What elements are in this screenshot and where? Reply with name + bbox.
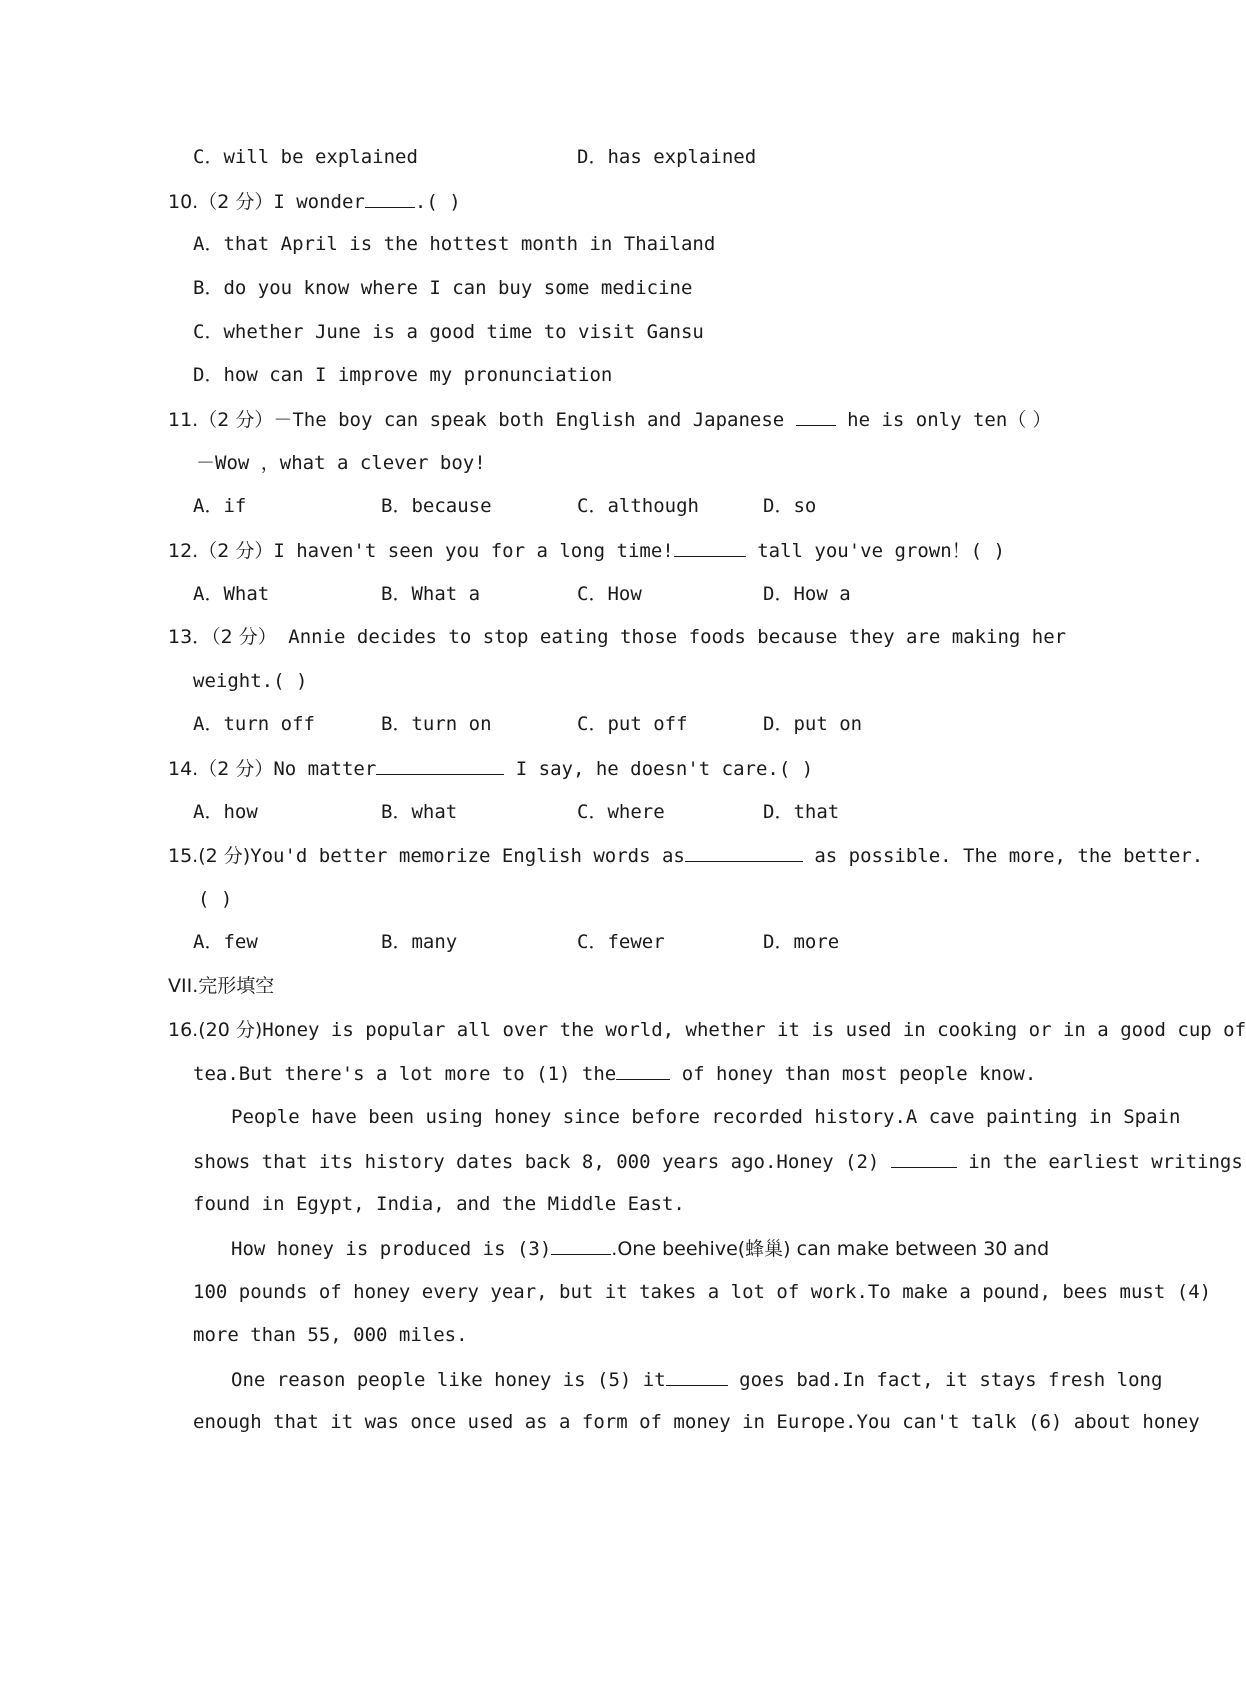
q15-stem [168, 843, 1203, 868]
q13-options-row [193, 712, 862, 736]
q9-options-row [193, 145, 756, 169]
q10-blank[interactable] [365, 189, 415, 208]
q16-number: 16.(20 分) [168, 1019, 263, 1041]
q15-option-b[interactable]: B．many [381, 931, 458, 953]
q16-line-4 [193, 1149, 1243, 1174]
q11-paren: （ ） [1007, 409, 1052, 431]
q11-stem [168, 407, 1051, 432]
q10-stem [168, 189, 461, 214]
q10-stem-text: I wonder [273, 191, 365, 213]
q12-stem [168, 538, 1005, 563]
q14-option-a[interactable]: A．how [193, 801, 258, 823]
q16-blank-5[interactable] [666, 1367, 728, 1386]
q14-option-c[interactable]: C．where [577, 801, 665, 823]
q14-option-b[interactable]: B．what [381, 801, 458, 823]
q15-options-row [193, 930, 839, 954]
q16-text-9a: One reason people like honey is (5) it [231, 1369, 666, 1391]
q12-option-d[interactable]: D．How a [763, 583, 851, 605]
q15-option-a[interactable]: A．few [193, 931, 258, 953]
q15-paren: ( ) [198, 888, 233, 910]
q9-option-d[interactable]: D．has explained [577, 146, 757, 168]
q10-option-c[interactable]: C．whether June is a good time to visit Gansu [193, 321, 704, 343]
q15-blank[interactable] [685, 843, 803, 862]
q16-line-2 [193, 1061, 1036, 1086]
q16-line-1 [168, 1018, 1246, 1042]
q9-option-c[interactable]: C．will be explained [193, 146, 418, 168]
q12-after-blank: tall you've grown！( ) [757, 540, 1005, 562]
q14-number: 14.（2 分） [168, 758, 274, 780]
q13-stem-text: Annie decides to stop eating those foods because they are making her [288, 626, 1067, 648]
q16-blank-3[interactable] [551, 1236, 611, 1255]
q16-text-6b: .One beehive(蜂巢) can make between 30 and [611, 1238, 1050, 1260]
q16-text-1: Honey is popular all over the world, whether it is used in cooking or in a good cup of [262, 1019, 1246, 1041]
q16-line-7: 100 pounds of honey every year, but it takes a lot of work.To make a pound, bees must (4) [193, 1281, 1212, 1303]
q13-option-d[interactable]: D．put on [763, 713, 863, 735]
q16-text-4b: in the earliest writings [968, 1151, 1243, 1173]
section-heading: VII.完形填空 [168, 975, 275, 997]
q16-line-8: more than 55, 000 miles. [193, 1324, 468, 1346]
q14-options-row [193, 800, 839, 824]
q12-stem-text: I haven't seen you for a long time! [273, 540, 674, 562]
q14-stem [168, 756, 813, 781]
q14-after-blank: I say, he doesn't care.( ) [515, 758, 814, 780]
q16-text-6a: How honey is produced is (3) [231, 1238, 552, 1260]
q16-line-6 [231, 1236, 1049, 1261]
q15-option-c[interactable]: C．fewer [577, 931, 665, 953]
q16-text-2a: tea.But there's a lot more to (1) the [193, 1063, 617, 1085]
q11-options-row [193, 494, 816, 518]
q12-number: 12.（2 分） [168, 540, 274, 562]
q11-option-d[interactable]: D．so [763, 495, 817, 517]
q15-after-blank: as possible. The more, the better. [814, 845, 1204, 867]
q11-option-b[interactable]: B．because [381, 495, 492, 517]
q16-line-9 [231, 1367, 1162, 1392]
q13-option-b[interactable]: B．turn on [381, 713, 492, 735]
q12-options-row [193, 582, 851, 606]
q10-number: 10.（2 分） [168, 191, 274, 213]
q16-line-10: enough that it was once used as a form of money in Europe.You can't talk (6) about honey [193, 1411, 1200, 1433]
q12-option-c[interactable]: C．How [577, 583, 642, 605]
q13-option-c[interactable]: C．put off [577, 713, 688, 735]
q14-stem-text: No matter [273, 758, 377, 780]
q13-stem [168, 625, 1066, 649]
q15-option-d[interactable]: D．more [763, 931, 840, 953]
q13-stem-cont: weight.( ) [193, 670, 308, 692]
q11-stem-text: －The boy can speak both English and Japanese [273, 409, 785, 431]
q12-option-a[interactable]: A．What [193, 583, 270, 605]
q11-option-a[interactable]: A．if [193, 495, 247, 517]
q11-after-blank: he is only ten [847, 409, 1008, 431]
q16-blank-1[interactable] [616, 1061, 670, 1080]
q16-text-2b: of honey than most people know. [681, 1063, 1037, 1085]
q16-line-3: People have been using honey since before recorded history.A cave painting in Spain [231, 1106, 1181, 1128]
q12-option-b[interactable]: B．What a [381, 583, 481, 605]
q13-number: 13．（2 分） [168, 626, 277, 648]
q12-blank[interactable] [674, 538, 746, 557]
q10-option-a[interactable]: A．that April is the hottest month in Thailand [193, 233, 716, 255]
q16-line-5: found in Egypt, India, and the Middle East. [193, 1193, 685, 1215]
q15-number: 15.(2 分) [168, 845, 251, 867]
q14-blank[interactable] [376, 756, 504, 775]
q11-option-c[interactable]: C．although [577, 495, 699, 517]
q11-reply: －Wow ，what a clever boy! [196, 452, 486, 474]
q11-number: 11.（2 分） [168, 409, 274, 431]
q13-option-a[interactable]: A．turn off [193, 713, 315, 735]
q11-blank[interactable] [796, 407, 836, 426]
q16-text-4a: shows that its history dates back 8, 000 years ago.Honey (2) [193, 1151, 880, 1173]
q10-after-blank: .( ) [414, 191, 461, 213]
q15-stem-text: You'd better memorize English words as [250, 845, 685, 867]
q10-option-b[interactable]: B．do you know where I can buy some medicine [193, 277, 693, 299]
q16-text-9b: goes bad.In fact, it stays fresh long [739, 1369, 1163, 1391]
q14-option-d[interactable]: D．that [763, 801, 840, 823]
q16-blank-2[interactable] [891, 1149, 957, 1168]
q10-option-d[interactable]: D．how can I improve my pronunciation [193, 364, 613, 386]
